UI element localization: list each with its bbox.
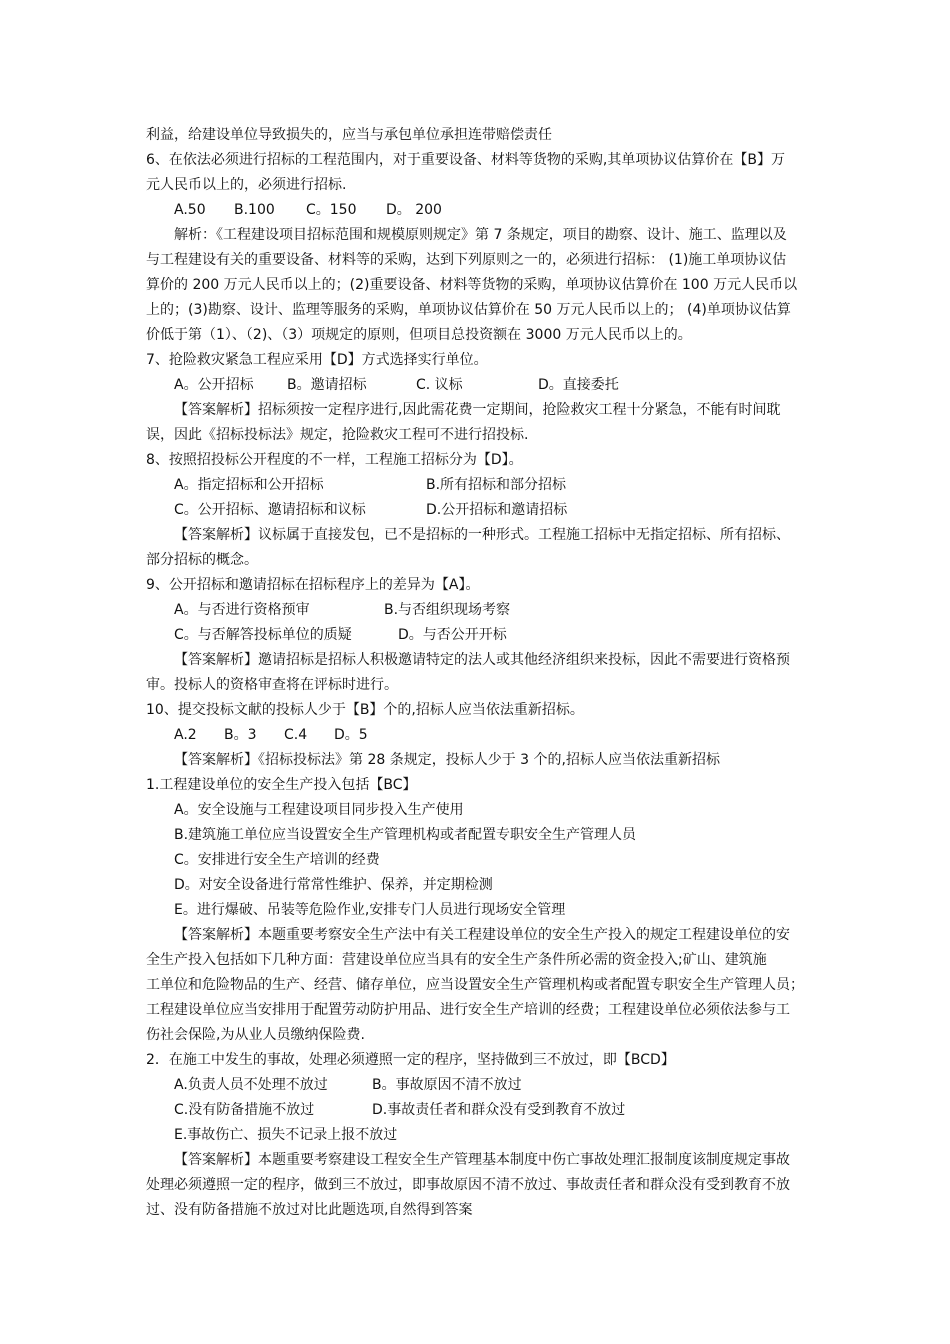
option-c: C. 议标 [416,377,463,393]
option-e: E.事故伤亡、损失不记录上报不放过 [174,1127,398,1143]
answer-analysis: 【答案解析】招标须按一定程序进行,因此需花费一定期间，抢险救灾工程十分紧急，不能有时间耽 [174,402,781,418]
option-c: C。150 [306,202,357,218]
option-c: C.没有防备措施不放过 [174,1102,315,1118]
answer-analysis: 误，因此《招标投标法》规定，抢险救灾工程可不进行招投标. [146,427,529,443]
option-b: B。邀请招标 [287,377,367,393]
question-6: 6、在依法必须进行招标的工程范围内，对于重要设备、材料等货物的采购,其单项协议估算价在【B】万 [146,152,785,168]
option-d: D。与否公开开标 [398,627,507,643]
answer-analysis: 部分招标的概念。 [146,552,258,568]
question-7: 7、抢险救灾紧急工程应采用【D】方式选择实行单位。 [146,352,488,368]
answer-analysis: 过、没有防备措施不放过对比此题选项,自然得到答案 [146,1202,473,1218]
answer-analysis: 【答案解析】邀请招标是招标人积极邀请特定的法人或其他经济组织来投标，因此不需要进行资格预 [174,652,790,668]
answer-analysis: 全生产投入包括如下几种方面：营建设单位应当具有的安全生产条件所必需的资金投入;矿山、建筑施 [146,952,767,968]
option-c: C。与否解答投标单位的质疑 [174,627,352,643]
option-e: E。进行爆破、吊装等危险作业,安排专门人员进行现场安全管理 [174,902,566,918]
question-8: 8、按照招投标公开程度的不一样，工程施工招标分为【D】。 [146,452,523,468]
answer-analysis: 工单位和危险物品的生产、经营、储存单位，应当设置安全生产管理机构或者配置专职安全生产管理人员； [146,977,804,993]
question-2: 2．在施工中发生的事故，处理必须遵照一定的程序，坚持做到三不放过，即【BCD】 [146,1052,675,1068]
option-d: D。对安全设备进行常常性维护、保养，并定期检测 [174,877,493,893]
analysis-text: 与工程建设有关的重要设备、材料等的采购，达到下列原则之一的，必须进行招标： (1)施工单项协议估 [146,252,787,268]
option-b: B.建筑施工单位应当设置安全生产管理机构或者配置专职安全生产管理人员 [174,827,637,843]
option-a: A.2 [174,727,197,743]
option-b: B。3 [224,727,257,743]
analysis-text: 价低于第（1）、（2)、（3）项规定的原则，但项目总投资额在 3000 万元人民币以上的。 [146,327,692,343]
option-b: B.所有招标和部分招标 [426,477,567,493]
text-line: 利益，给建设单位导致损失的，应当与承包单位承担连带赔偿责任 [146,127,552,143]
option-a: A。与否进行资格预审 [174,602,310,618]
option-c: C.4 [284,727,308,743]
answer-analysis: 处理必须遵照一定的程序，做到三不放过，即事故原因不清不放过、事故责任者和群众没有受到教育不放 [146,1177,790,1193]
option-a: A.负责人员不处理不放过 [174,1077,328,1093]
option-a: A.50 [174,202,206,218]
option-d: D。直接委托 [538,377,619,393]
answer-analysis: 审。投标人的资格审查将在评标时进行。 [146,677,398,693]
option-d: D。5 [334,727,368,743]
analysis-text: 解析：《工程建设项目招标范围和规模原则规定》第 7 条规定，项目的勘察、设计、施工、监理以及 [174,227,787,243]
question-9: 9、公开招标和邀请招标在招标程序上的差异为【A】。 [146,577,480,593]
analysis-text: 算价的 200 万元人民币以上的；(2)重要设备、材料等货物的采购，单项协议估算价在 100 万元人民币以 [146,277,798,293]
answer-analysis: 工程建设单位应当安排用于配置劳动防护用品、进行安全生产培训的经费；工程建设单位必须依法参与工 [146,1002,790,1018]
option-b: B.与否组织现场考察 [384,602,511,618]
text-line: 元人民币以上的，必须进行招标. [146,177,347,193]
option-a: A。公开招标 [174,377,254,393]
question-1: 1.工程建设单位的安全生产投入包括【BC】 [146,777,417,793]
answer-analysis: 【答案解析】议标属于直接发包，已不是招标的一种形式。工程施工招标中无指定招标、所有招标、 [174,527,790,543]
answer-analysis: 【答案解析】本题重要考察安全生产法中有关工程建设单位的安全生产投入的规定工程建设单位的安 [174,927,790,943]
option-d: D.事故责任者和群众没有受到教育不放过 [372,1102,626,1118]
answer-analysis: 【答案解析】《招标投标法》第 28 条规定，投标人少于 3 个的,招标人应当依法重新招标 [174,752,720,768]
option-a: A。指定招标和公开招标 [174,477,324,493]
option-d: D.公开招标和邀请招标 [426,502,568,518]
option-a: A。安全设施与工程建设项目同步投入生产使用 [174,802,464,818]
option-c: C。公开招标、邀请招标和议标 [174,502,366,518]
answer-analysis: 【答案解析】本题重要考察建设工程安全生产管理基本制度中伤亡事故处理汇报制度该制度规定事故 [174,1152,790,1168]
question-10: 10、提交投标文献的投标人少于【B】个的,招标人应当依法重新招标。 [146,702,584,718]
option-b: B.100 [234,202,275,218]
answer-analysis: 伤社会保险,为从业人员缴纳保险费. [146,1027,365,1043]
option-b: B。事故原因不清不放过 [372,1077,522,1093]
option-c: C。安排进行安全生产培训的经费 [174,852,380,868]
analysis-text: 上的；(3)勘察、设计、监理等服务的采购，单项协议估算价在 50 万元人民币以上的； (4)单项协议估算 [146,302,791,318]
option-d: D。 200 [386,202,442,218]
